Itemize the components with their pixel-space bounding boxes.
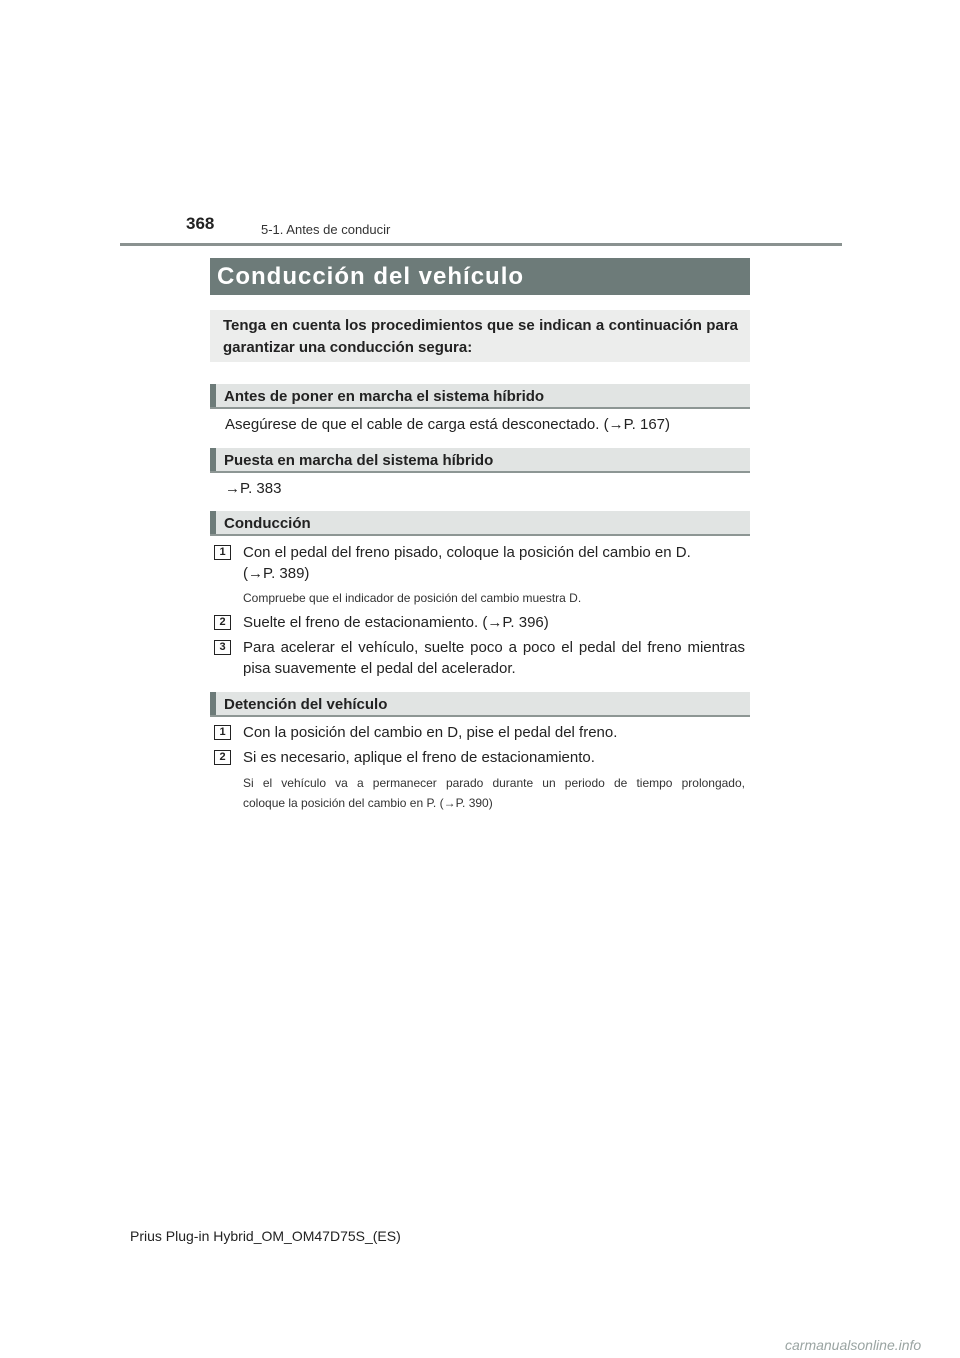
section-heading-driving bbox=[210, 511, 750, 536]
section-heading-before-start bbox=[210, 384, 750, 409]
step-text: Con el pedal del freno pisado, coloque la posición del cambio en D. bbox=[243, 544, 691, 561]
breadcrumb: 5-1. Antes de conducir bbox=[261, 222, 391, 237]
page-number: 368 bbox=[186, 214, 215, 233]
intro-text: Tenga en cuenta los procedimientos que se indican a continuación para garantizar una conducción segura: bbox=[223, 317, 738, 356]
step-text: Suelte el freno de estacionamiento. (→P. 396) bbox=[243, 614, 549, 631]
section-heading-start bbox=[210, 448, 750, 473]
step-text: Con la posición del cambio en D, pise el pedal del freno. bbox=[243, 724, 618, 741]
step-note: Si el vehículo va a permanecer parado durante un periodo de tiempo prolongado, bbox=[243, 776, 745, 790]
intro-box bbox=[210, 310, 750, 362]
section-heading-text: Conducción bbox=[224, 515, 311, 532]
step-text: Si es necesario, aplique el freno de estacionamiento. bbox=[243, 749, 595, 766]
step-text-cont: (→P. 389) bbox=[243, 565, 310, 582]
step-number-box: 3 bbox=[214, 640, 231, 655]
step-note: Compruebe que el indicador de posición del cambio muestra D. bbox=[243, 591, 582, 605]
header-rule bbox=[120, 243, 842, 246]
step-text-cont: pisa suavemente el pedal del acelerador. bbox=[243, 660, 516, 677]
step-number-box: 1 bbox=[214, 725, 231, 740]
start-ref: →P. 383 bbox=[225, 480, 282, 497]
section-heading-text: Puesta en marcha del sistema híbrido bbox=[224, 452, 494, 469]
step-number-box: 2 bbox=[214, 615, 231, 630]
watermark: carmanualsonline.info bbox=[785, 1337, 922, 1353]
step-number-box: 2 bbox=[214, 750, 231, 765]
before-start-text: Asegúrese de que el cable de carga está desconectado. (→P. 167) bbox=[225, 416, 671, 433]
step-note-cont: coloque la posición del cambio en P. (→P. 390) bbox=[243, 796, 493, 810]
step-number-box: 1 bbox=[214, 545, 231, 560]
step-text: Para acelerar el vehículo, suelte poco a poco el pedal del freno mientras bbox=[243, 639, 745, 656]
section-heading-text: Antes de poner en marcha el sistema híbrido bbox=[224, 388, 545, 405]
section-heading-stopping bbox=[210, 692, 750, 717]
section-heading-text: Detención del vehículo bbox=[224, 696, 388, 713]
page-title: Conducción del vehículo bbox=[217, 263, 525, 290]
title-bar bbox=[210, 258, 750, 295]
footer-doc-id: Prius Plug-in Hybrid_OM_OM47D75S_(ES) bbox=[130, 1228, 401, 1244]
